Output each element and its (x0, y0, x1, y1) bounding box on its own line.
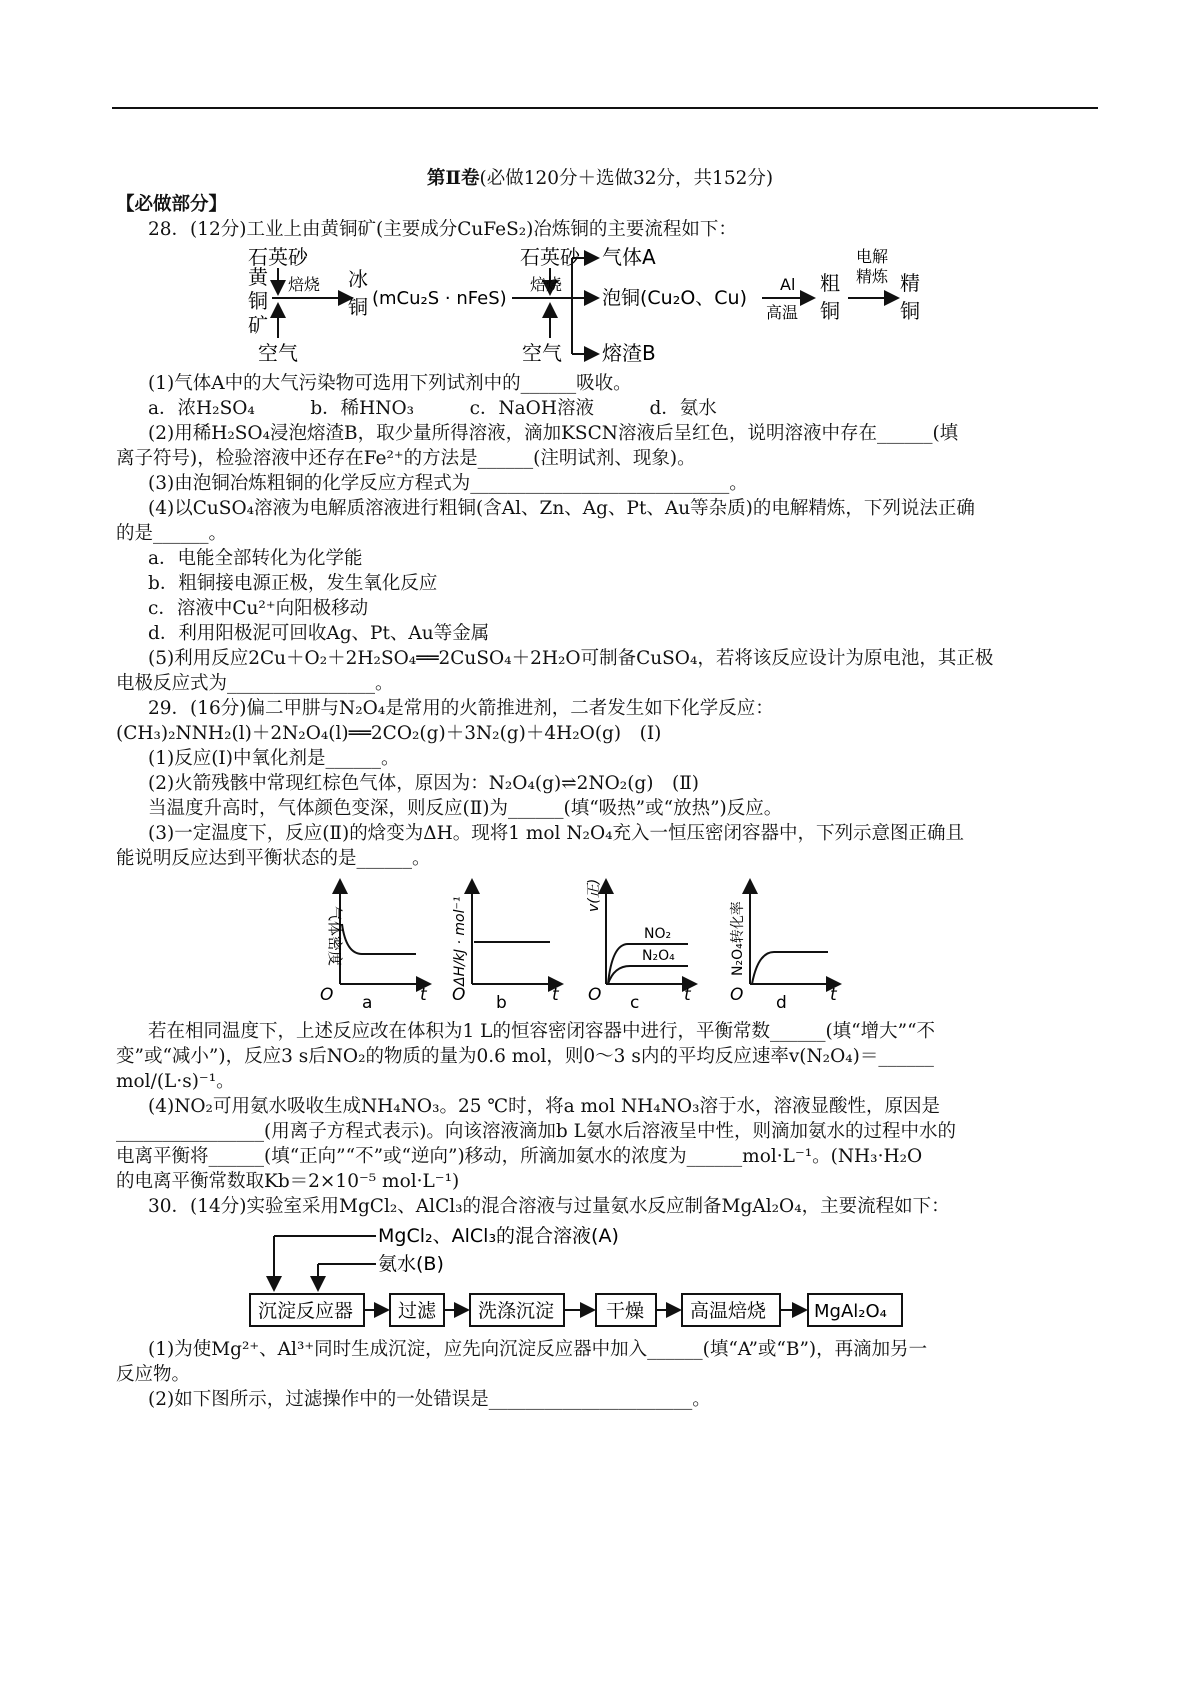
graph-d-ylabel: N₂O₄转化率 (730, 901, 746, 976)
graph-a (320, 880, 430, 1012)
flow-ore-1: 黄 (248, 265, 268, 289)
flow-box-4: 干燥 (606, 1300, 645, 1322)
flow-gas: 气体A (602, 245, 656, 269)
flow-box-1: 沉淀反应器 (258, 1300, 354, 1322)
q29-stem: 29．(16分)偏二甲肼与N₂O₄是常用的火箭推进剂，二者发生如下化学反应： (148, 698, 774, 719)
flow-box-6: MgAl₂O₄ (814, 1301, 887, 1322)
flow-box-3: 洗涤沉淀 (478, 1300, 555, 1322)
flow-ore-3: 矿 (248, 313, 268, 337)
q28-part4a: (4)以CuSO₄溶液为电解质溶液进行粗铜(含Al、Zn、Ag、Pt、Au等杂质)的电解精炼，下列说法正确 (148, 498, 975, 519)
q29-part4d: 的电离平衡常数取Kb＝2×10⁻⁵ mol·L⁻¹) (116, 1171, 460, 1192)
q28-part1: (1)气体A中的大气污染物可选用下列试剂中的______吸收。 (148, 373, 632, 394)
required-section-label: 【必做部分】 (116, 194, 228, 215)
flow-box-2: 过滤 (398, 1300, 437, 1322)
flow-hightemp: 高温 (766, 303, 799, 322)
flow-electro-1: 电解 (856, 247, 889, 266)
q28-flow-diagram (230, 242, 1010, 372)
flow-refined-1: 精 (900, 271, 920, 295)
graph-b (452, 880, 562, 1012)
flow-refined-2: 铜 (900, 299, 920, 323)
q28-part5a: (5)利用反应2Cu＋O₂＋2H₂SO₄══2CuSO₄＋2H₂O可制备CuSO₄，若将该反应设计为原电池，其正极 (148, 648, 994, 669)
flow-solution-a: MgCl₂、AlCl₃的混合溶液(A) (378, 1225, 619, 1247)
q30-stem: 30．(14分)实验室采用MgCl₂、AlCl₃的混合溶液与过量氨水反应制备MgAl₂O₄，主要流程如下： (148, 1196, 950, 1217)
q30-part1b: 反应物。 (116, 1364, 191, 1385)
flow-air2: 空气 (522, 341, 562, 365)
q28-part5b: 电极反应式为________________。 (116, 673, 394, 694)
q28-part3: (3)由泡铜冶炼粗铜的化学反应方程式为____________________________。 (148, 473, 748, 494)
q29-part3d: 变”或“减小”)，反应3 s后NO₂的物质的量为0.6 mol，则0～3 s内的平均反应速率v(N₂O₄)＝______ (116, 1046, 934, 1067)
q28-part4-option-d: d．利用阳极泥可回收Ag、Pt、Au等金属 (148, 623, 490, 644)
q28-part2b: 离子符号)，检验溶液中还存在Fe²⁺的方法是______(注明试剂、现象)。 (116, 448, 696, 469)
title-bold: 第Ⅱ卷 (426, 168, 480, 189)
q29-part2b: 当温度升高时，气体颜色变深，则反应(Ⅱ)为______(填“吸热”或“放热”)反应。 (148, 798, 783, 819)
q29-schematic-graphs (300, 872, 860, 1012)
q30-part2: (2)如下图所示，过滤操作中的一处错误是______________________。 (148, 1389, 711, 1410)
flow-roast2: 焙烧 (530, 275, 563, 294)
graph-a-ylabel: 气体密度 (326, 906, 344, 967)
q28-part4-option-c: c．溶液中Cu²⁺向阳极移动 (148, 598, 369, 619)
graph-c-no2: NO₂ (644, 926, 672, 942)
graph-b-t: t (552, 985, 559, 1005)
flow-slag: 熔渣B (602, 341, 656, 365)
q28-part4-option-b: b．粗铜接电源正极，发生氧化反应 (148, 573, 438, 594)
q29-part3e: mol/(L·s)⁻¹。 (116, 1071, 235, 1092)
graph-b-ylabel: ΔH/kJ · mol⁻¹ (452, 896, 468, 986)
graph-d (730, 880, 840, 1012)
q30-flow-diagram (240, 1220, 980, 1330)
q29-part2: (2)火箭残骸中常现红棕色气体，原因为：N₂O₄(g)⇌2NO₂(g) (Ⅱ) (148, 773, 699, 794)
top-rule (112, 107, 1098, 109)
flow-electro-2: 精炼 (856, 267, 889, 286)
q28-part4b: 的是______。 (116, 523, 228, 544)
graph-a-origin: O (320, 985, 334, 1005)
graph-c-t: t (684, 985, 691, 1005)
q29-part4c: 电离平衡将______(填“正向”“不”或“逆向”)移动，所滴加氨水的浓度为______mol·L⁻¹。(NH₃·H₂O (116, 1146, 923, 1167)
flow-matte-1: 冰 (348, 267, 368, 291)
flow-roast1: 焙烧 (288, 275, 321, 294)
graph-d-caption: d (776, 993, 787, 1012)
q28-stem: 28．(12分)工业上由黄铜矿(主要成分CuFeS₂)冶炼铜的主要流程如下： (148, 219, 737, 240)
q29-part4a: (4)NO₂可用氨水吸收生成NH₄NO₃。25 ℃时，将a mol NH₄NO₃溶于水，溶液显酸性，原因是 (148, 1096, 940, 1117)
graph-a-caption: a (362, 993, 373, 1012)
q30-part1a: (1)为使Mg²⁺、Al³⁺同时生成沉淀，应先向沉淀反应器中加入______(填“A”或“B”)，再滴加另一 (148, 1339, 928, 1360)
graph-c-origin: O (588, 985, 602, 1005)
q28-part4-option-a: a．电能全部转化为化学能 (148, 548, 363, 569)
graph-b-origin: O (452, 985, 466, 1005)
q29-equation-1: (CH₃)₂NNH₂(l)＋2N₂O₄(l)══2CO₂(g)＋3N₂(g)＋4H₂O(g) (Ⅰ) (116, 723, 662, 744)
graph-d-origin: O (730, 985, 744, 1005)
graph-c-n2o4: N₂O₄ (642, 948, 675, 964)
q28-part2a: (2)用稀H₂SO₄浸泡熔渣B，取少量所得溶液，滴加KSCN溶液后呈红色，说明溶液中存在______(填 (148, 423, 959, 444)
flow-crude-2: 铜 (820, 299, 840, 323)
flow-al: Al (780, 275, 796, 294)
flow-quartz2: 石英砂 (520, 245, 580, 269)
graph-b-caption: b (496, 993, 507, 1012)
q29-part3c: 若在相同温度下，上述反应改在体积为1 L的恒容密闭容器中进行，平衡常数______(填“增大”“不 (148, 1021, 936, 1042)
flow-ore-2: 铜 (248, 289, 268, 313)
q29-part3a: (3)一定温度下，反应(Ⅱ)的焓变为ΔH。现将1 mol N₂O₄充入一恒压密闭容器中，下列示意图正确且 (148, 823, 965, 844)
flow-air1: 空气 (258, 341, 298, 365)
graph-a-t: t (420, 985, 427, 1005)
q29-part4b: ________________(用离子方程式表示)。向该溶液滴加b L氨水后溶液呈中性，则滴加氨水的过程中水的 (116, 1121, 956, 1142)
flow-matte-formula: (mCu₂S · nFeS) (372, 288, 507, 309)
flow-crude-1: 粗 (820, 271, 840, 295)
flow-blister: 泡铜(Cu₂O、Cu) (602, 287, 748, 309)
flow-box-5: 高温焙烧 (690, 1300, 767, 1322)
graph-c (586, 879, 696, 1012)
section-title (0, 167, 1200, 191)
flow-matte-2: 铜 (348, 295, 368, 319)
graph-d-t: t (830, 985, 837, 1005)
q29-part1: (1)反应(Ⅰ)中氧化剂是______。 (148, 748, 400, 769)
title-rest: (必做120分＋选做32分，共152分) (479, 168, 774, 189)
q28-part1-options: a．浓H₂SO₄ b．稀HNO₃ c．NaOH溶液 d．氨水 (148, 398, 717, 419)
flow-quartz1: 石英砂 (248, 245, 308, 269)
flow-ammonia-b: 氨水(B) (378, 1253, 444, 1275)
q29-part3b: 能说明反应达到平衡状态的是______。 (116, 848, 431, 869)
graph-c-ylabel: v(正) (586, 878, 602, 912)
graph-c-caption: c (630, 993, 640, 1012)
